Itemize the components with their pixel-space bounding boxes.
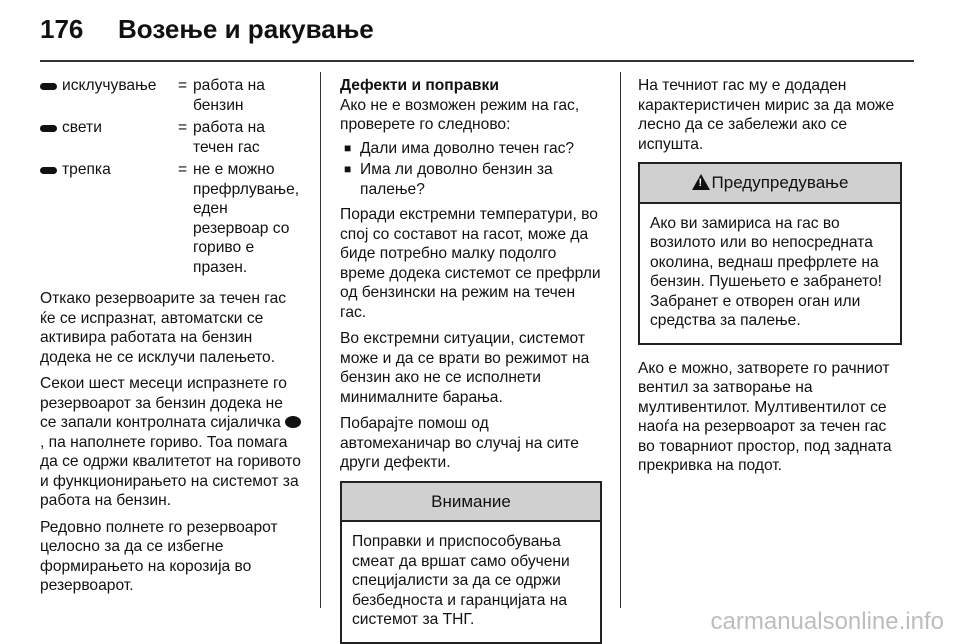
bullet-icon: ■ [344, 140, 352, 155]
mode-equals: = [178, 119, 188, 136]
column-divider [320, 72, 321, 608]
lpg-lamp-icon [40, 167, 57, 174]
paragraph: Побарајте помош од автомеханичар во случај на сите други дефекти. [340, 415, 579, 471]
column-divider [620, 72, 621, 608]
list-item: ■ Има ли доволно бензин за палење? [340, 160, 602, 199]
lpg-lamp-icon [40, 83, 57, 90]
paragraph: Редовно полнете го резервоарот целосно за да се избегне формирањето на корозија во резервоарот. [40, 518, 278, 594]
paragraph: Откако резервоарите за течен гас ќе се испразнат, автоматски се активира работата на бензин додека не се исклучи палењето. [40, 290, 287, 366]
fuel-lamp-icon [285, 416, 301, 428]
mode-state: исклучување [62, 77, 157, 94]
mode-equals: = [178, 77, 188, 94]
lpg-lamp-icon [40, 125, 57, 132]
header-rule [40, 60, 914, 62]
paragraph: Секои шест месеци испразнете го резервоарот за бензин додека не се запали контролната сијаличка , па наполнете гориво. Тоа помага да се одржи квалитетот на горивото и функционирањето на системот за работа на бензин. [40, 375, 301, 509]
warning-title: Предупредување [711, 173, 849, 192]
section-heading: Дефекти и поправки [340, 77, 499, 94]
caution-title: Внимание [342, 483, 600, 523]
mode-state: трепка [62, 161, 111, 178]
page-header [40, 14, 374, 54]
paragraph: Ако не е возможен режим на гас, проверете го следново: [340, 96, 580, 133]
mode-description: работа на течен гас [193, 119, 265, 156]
column-2 [340, 76, 602, 644]
mode-description: работа на бензин [193, 77, 265, 114]
paragraph: Во екстремни ситуации, системот може и да се врати во режимот на бензин ако не се исполнети минималните барања. [340, 330, 590, 406]
column-1 [40, 76, 302, 603]
mode-row [40, 160, 302, 277]
watermark: carmanualsonline.info [710, 608, 944, 635]
paragraph: На течниот гас му е додаден карактеристичен мирис за да може лесно да се забележи ако се испушта. [638, 77, 895, 153]
page-number: 176 [40, 14, 84, 44]
caution-box [340, 481, 602, 644]
bullet-list [340, 139, 602, 200]
bullet-icon: ■ [344, 162, 352, 176]
mode-equals: = [178, 161, 188, 178]
list-item: ■ Дали има доволно течен гас? [340, 139, 602, 159]
caution-body: Поправки и приспособувања смеат да вршат само обучени специјалисти за да се одржи безбедноста и гаранцијата на системот за ТНГ. [352, 533, 570, 628]
warning-icon [692, 174, 710, 190]
warning-header [640, 164, 900, 204]
column-3 [638, 76, 902, 483]
paragraph: Ако е можно, затворете го рачниот вентил за затворање на мултивентилот. Мултивентилот се наоѓа на резервоарот за течен гас во товарниот простор, под задната прекривка на подот. [638, 359, 892, 474]
page-title: Возење и ракување [118, 14, 374, 44]
paragraph: Поради екстремни температури, во спој со составот на гасот, може да биде потребно малку подолго време додека системот се префрли од бензински на режим на течен гас. [340, 206, 601, 321]
mode-row [40, 118, 302, 157]
mode-row [40, 76, 302, 115]
warning-body: Ако ви замириса на гас во возилото или во непосредната околина, веднаш префрлете на бензин. Пушењето е забрането! Забранет е отворен оган или средства за палење. [650, 214, 883, 329]
mode-state: свети [62, 119, 102, 136]
warning-box [638, 162, 902, 345]
mode-description: не е можно префрлување, еден резервоар со гориво е празен. [193, 161, 300, 276]
